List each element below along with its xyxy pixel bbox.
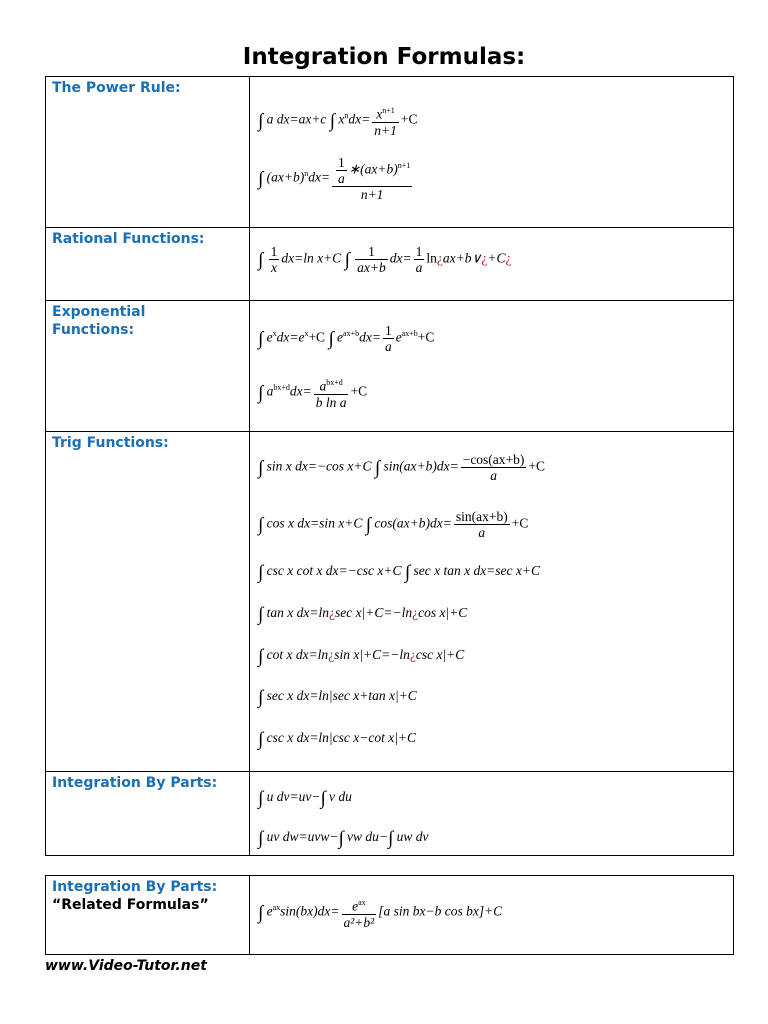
footer-url: www.Video-Tutor.net xyxy=(45,958,207,974)
trig-formula-1: ∫ sin x dx=−cos x+C ∫ sin(ax+b)dx= $\frac{-\cos(ax+b)}{a}$ +C xyxy=(258,452,546,483)
trig-formula-6: ∫ sec x dx=ln|sec x+tan x|+C xyxy=(258,687,417,708)
parts-label: Integration By Parts: xyxy=(46,772,250,856)
exponential-formula-1: ∫ $e^xdx=e^x+C$ ∫ $e^{ax+b}dx=$ $\frac{1}{a}$ $e^{ax+b}+C$ xyxy=(258,323,435,354)
trig-formula-2: ∫ cos x dx=sin x+C ∫ cos(ax+b)dx= $\frac{\sin(ax+b)}{a}$ +C xyxy=(258,509,529,540)
parts-row xyxy=(46,772,734,856)
exponential-label: Exponential Functions: xyxy=(46,301,250,432)
exponential-row xyxy=(46,301,734,432)
parts-formula-1: ∫ u dv=uv−∫ v du xyxy=(258,788,352,809)
trig-formula-4: ∫ tan x dx=ln¿sec x|+C=−ln¿cos x|+C xyxy=(258,604,468,625)
trig-formula-5: ∫ cot x dx=ln¿sin x|+C=−ln¿csc x|+C xyxy=(258,646,465,667)
related-sublabel: “Related Formulas” xyxy=(52,897,209,913)
power-rule-formula-2: ∫ $(ax+b)^ndx=$ $\frac{1}{a}$ $∗(ax+b)^{n+1}$ n+1 xyxy=(258,155,411,202)
power-rule-formula-1: ∫ a dx=ax+c ∫ $x^ndx=$ $\frac{x^{n+1}}{n+1}$ +C xyxy=(258,103,418,138)
trig-label: Trig Functions: xyxy=(46,432,250,772)
formula-table xyxy=(45,76,734,856)
related-label: Integration By Parts: “Related Formulas” xyxy=(46,876,250,955)
rational-row xyxy=(46,228,734,301)
page-title: Integration Formulas: xyxy=(242,44,526,70)
trig-row xyxy=(46,432,734,772)
parts-formula-2: ∫ uv dw=uvw−∫ vw du−∫ uw dv xyxy=(258,828,429,849)
power-rule-row xyxy=(46,77,734,228)
power-rule-label: The Power Rule: xyxy=(46,77,250,228)
rational-formula: ∫ $\frac{1}{x}$ dx=ln x+C ∫ $\frac{1}{ax+b}$ dx= $\frac{1}{a}$ ln¿ax+b∨¿+C¿ xyxy=(258,244,512,275)
related-table xyxy=(45,875,734,955)
exponential-formula-2: ∫ $a^{bx+d}dx=$ $\frac{a^{bx+d}}{\text{b ln a}}$ +C xyxy=(258,375,367,410)
related-formula: ∫ $e^{ax}\sin(bx)dx=$ $\frac{e^{ax}}{\text{a²+b²}}$ [a sin bx−b cos bx]+C xyxy=(258,895,502,930)
rational-label: Rational Functions: xyxy=(46,228,250,301)
trig-formula-7: ∫ csc x dx=ln|csc x−cot x|+C xyxy=(258,729,417,750)
trig-formula-3: ∫ csc x cot x dx=−csc x+C ∫ sec x tan x dx=sec x+C xyxy=(258,562,541,583)
related-row xyxy=(46,876,734,955)
